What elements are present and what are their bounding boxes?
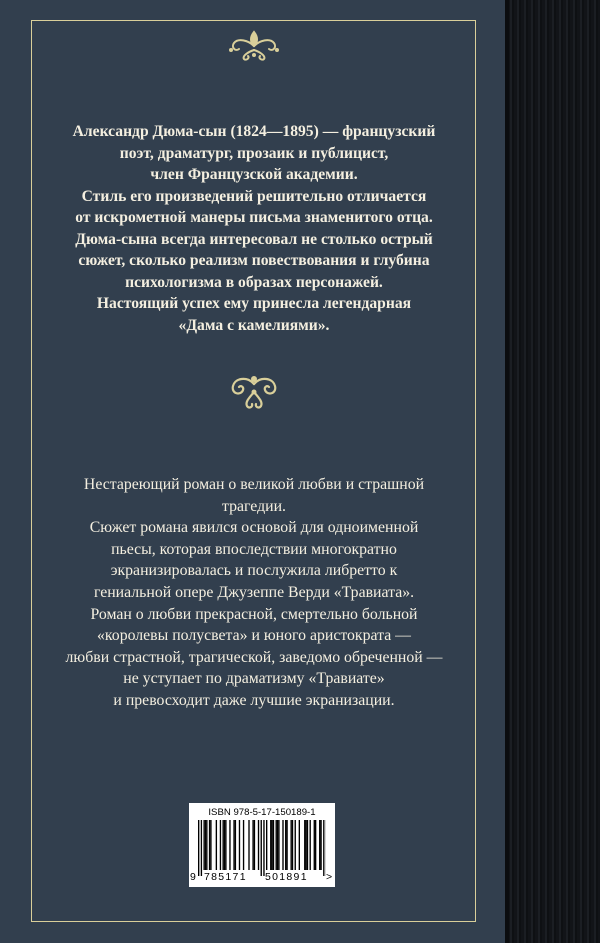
- bio-line: Александр Дюма-сын (1824—1895) — французский: [72, 123, 436, 140]
- barcode-bar: [299, 820, 300, 870]
- bio-line: «Дама с камелиями».: [178, 316, 330, 334]
- ean-quiet-mark: >: [326, 871, 333, 883]
- fleur-ornament-icon: [226, 28, 282, 62]
- top-ornament: [0, 28, 507, 67]
- barcode-bar: [198, 820, 199, 876]
- barcode-bar: [305, 820, 306, 870]
- ean-left-group: 785171: [204, 871, 247, 883]
- bio-line: член Французской академии.: [150, 166, 358, 183]
- bio-line: Стиль его произведений решительно отличается: [81, 187, 427, 205]
- barcode-bar: [222, 820, 223, 870]
- barcode-bar: [270, 820, 271, 870]
- annotation-line: трагедии.: [222, 497, 286, 515]
- barcode-bar: [282, 820, 283, 870]
- annotation-line: «королевы полусвета» и юного аристократа —: [97, 627, 411, 645]
- barcode-bar: [224, 820, 225, 870]
- annotation-line: и превосходит даже лучшие экранизации.: [113, 691, 395, 709]
- isbn-label: ISBN 978-5-17-150189-1: [208, 807, 316, 818]
- author-bio: [40, 121, 468, 336]
- barcode-bar: [225, 820, 226, 870]
- barcode-bar: [261, 820, 262, 876]
- barcode-bar: [254, 820, 255, 870]
- bio-line: Дюма-сына всегда интересовал не столько острый: [75, 230, 433, 248]
- barcode-bar: [248, 820, 249, 870]
- book-spine: [507, 0, 600, 943]
- barcode-bar: [304, 820, 305, 870]
- barcode-bar: [239, 820, 240, 870]
- bio-line: поэт, драматург, прозаик и публицист,: [119, 144, 389, 162]
- barcode-bar: [203, 820, 204, 870]
- annotation-line: Сюжет романа явился основой для одноименной: [89, 519, 419, 537]
- annotation-line: гениальной опере Джузеппе Верди «Травиата».: [93, 583, 415, 601]
- barcode-bar: [277, 820, 278, 870]
- bio-line: от искрометной манеры письма знаменитого отца.: [75, 209, 433, 226]
- barcode-bar: [286, 820, 287, 870]
- barcode-bar: [273, 820, 274, 870]
- ean-right-group: 501891: [265, 871, 308, 883]
- bio-line: психологизма в образах персонажей.: [125, 273, 383, 291]
- spine-edge: [505, 0, 509, 943]
- bio-line: Настоящий успех ему принесла легендарная: [96, 295, 412, 312]
- barcode-bar: [314, 820, 315, 870]
- barcode-bar: [205, 820, 206, 870]
- barcode-bar: [210, 820, 211, 870]
- barcode-bar: [278, 820, 279, 870]
- annotation-line: пьесы, которая впоследствии многократно: [111, 540, 397, 558]
- barcode-bar: [216, 820, 217, 870]
- barcode-bar: [243, 820, 244, 870]
- annotation-line: Нестареющий роман о великой любви и страшной: [83, 476, 425, 493]
- ean-lead-digit: 9: [190, 871, 196, 883]
- barcode-bar: [201, 820, 202, 876]
- barcode-bar: [307, 820, 308, 870]
- barcode-bar: [209, 820, 210, 870]
- barcode-bar: [229, 820, 230, 870]
- scroll-ornament-icon: [223, 372, 285, 412]
- annotation-line: любви страстной, трагической, заведомо обреченной —: [65, 648, 443, 666]
- barcode-bar: [290, 820, 291, 870]
- barcode-bar: [319, 820, 320, 870]
- annotation-line: экранизировалась и послужила либретто к: [110, 562, 398, 580]
- barcode-bar: [315, 820, 316, 870]
- barcode-bar: [292, 820, 293, 870]
- barcode-bar: [206, 820, 207, 870]
- book-annotation: [38, 474, 470, 712]
- barcode-bar: [310, 820, 311, 870]
- barcode-bar: [295, 820, 296, 870]
- barcode-block: [189, 803, 335, 887]
- barcode-bar: [258, 820, 259, 870]
- bio-line: сюжет, сколько реализм повествования и глубина: [78, 252, 430, 269]
- annotation-line: Роман о любви прекрасной, смертельно больной: [90, 605, 418, 623]
- barcode-bar: [276, 820, 277, 870]
- annotation-line: не уступает по драматизму «Травиате»: [123, 670, 385, 688]
- barcode-bar: [252, 820, 253, 870]
- barcode-bar: [235, 820, 236, 870]
- barcode-bar: [266, 820, 267, 870]
- barcode-bar: [263, 820, 264, 876]
- barcode-bar: [323, 820, 324, 876]
- barcode-bar: [271, 820, 272, 870]
- barcode-bar: [285, 820, 286, 870]
- middle-ornament: [0, 372, 507, 417]
- barcode-bar: [320, 820, 321, 870]
- barcode-bar: [233, 820, 234, 870]
- barcode-bar: [220, 820, 221, 870]
